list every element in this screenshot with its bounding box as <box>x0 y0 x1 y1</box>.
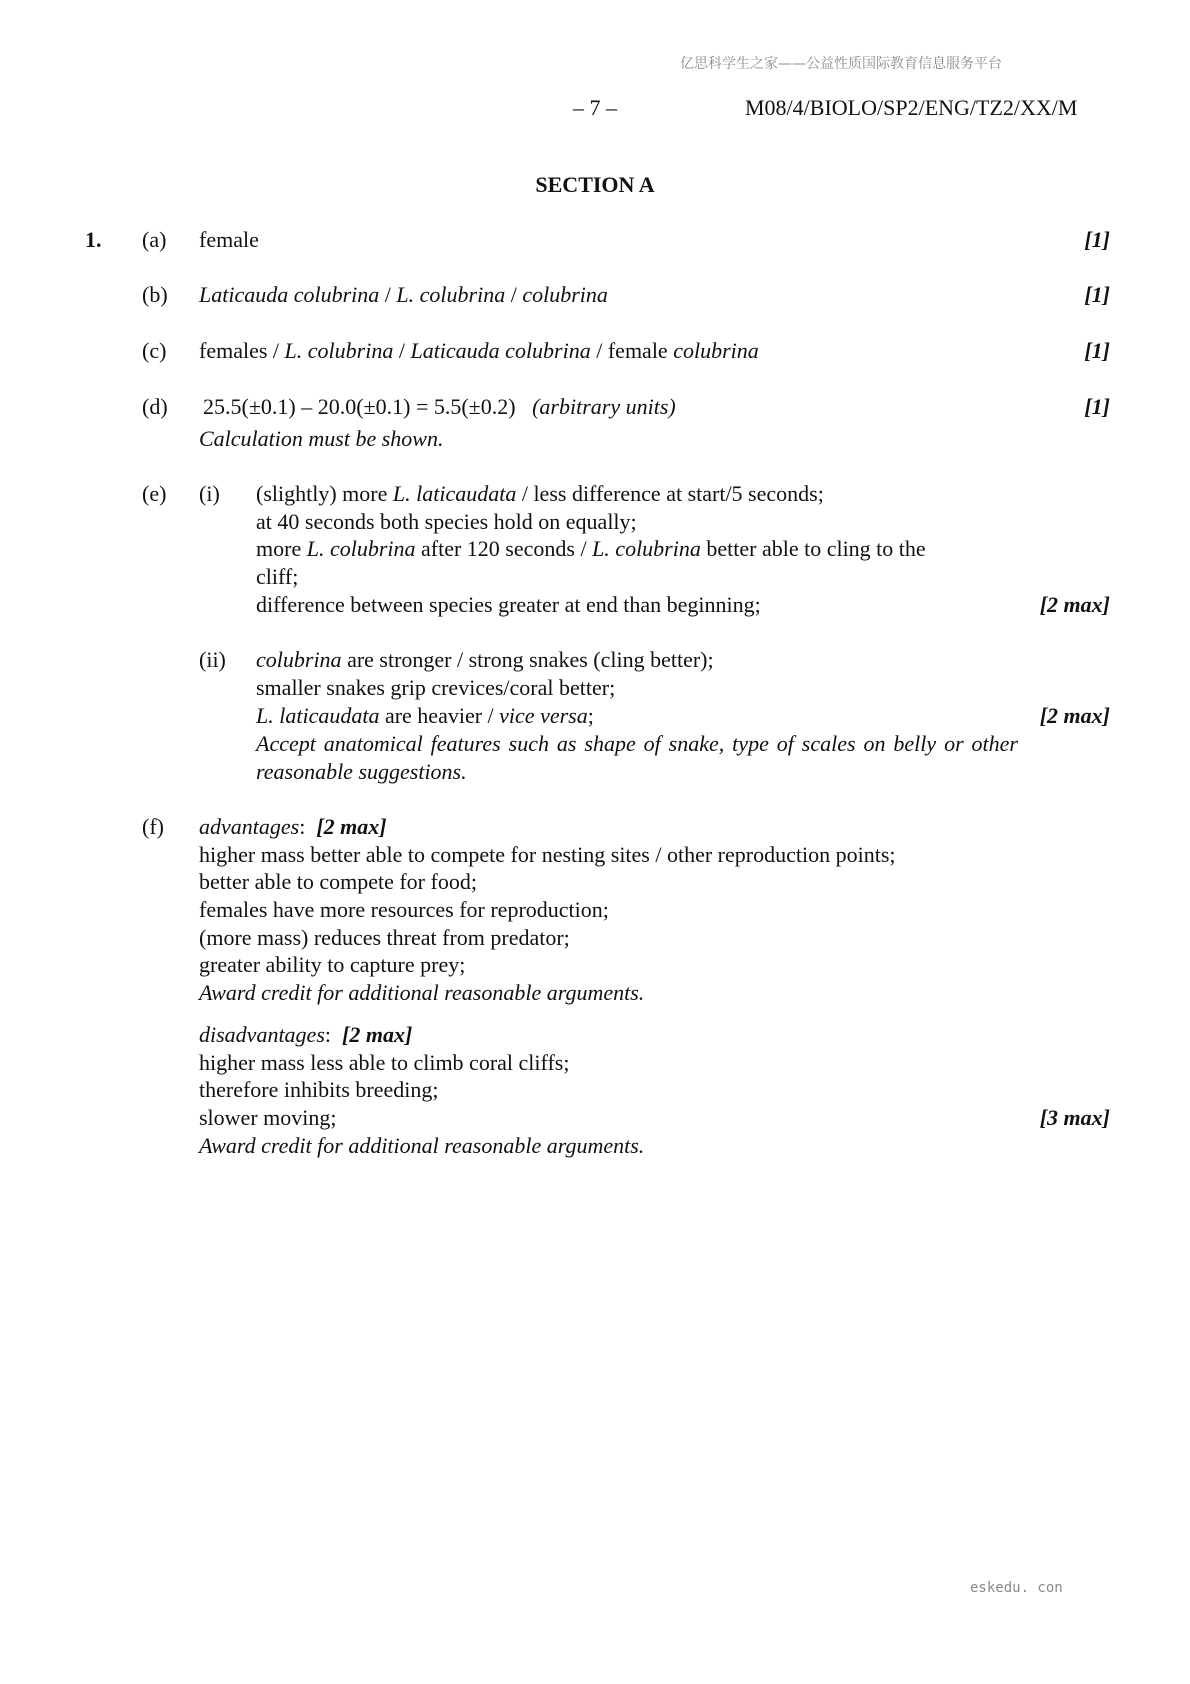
advantage-line: better able to compete for food; <box>199 869 477 894</box>
advantage-line: higher mass better able to compete for nesting sites / other reproduction points; <box>199 842 896 867</box>
disadvantage-line: therefore inhibits breeding; <box>199 1077 439 1102</box>
advantage-line: greater ability to capture prey; <box>199 952 466 977</box>
advantage-line: females have more resources for reproduction; <box>199 897 609 922</box>
part-d-equation: 25.5(±0.1) – 20.0(±0.1) = 5.5(±0.2) (arbitrary units) <box>203 394 676 419</box>
part-e-i-line-1: (slightly) more L. laticaudata / less difference at start/5 seconds; <box>256 481 824 506</box>
part-f-marks: [3 max] <box>1039 1105 1110 1130</box>
part-e-ii-note: Accept anatomical features such as shape of snake, type of scales on belly or other reasonable suggestions. <box>256 731 1018 784</box>
part-e-i-label: (i) <box>199 481 220 506</box>
advantages-heading: advantages: [2 max] <box>199 814 387 839</box>
part-b-answer: Laticauda colubrina / L. colubrina / colubrina <box>199 282 608 307</box>
part-f-label: (f) <box>142 814 164 839</box>
part-e-i-line-5: difference between species greater at end than beginning; <box>256 592 761 617</box>
advantages-note: Award credit for additional reasonable arguments. <box>199 980 645 1005</box>
part-e-ii-line-1: colubrina are stronger / strong snakes (cling better); <box>256 647 714 672</box>
part-a-answer: female <box>199 227 259 252</box>
part-c-answer: females / L. colubrina / Laticauda colubrina / female colubrina <box>199 338 759 363</box>
part-e-ii-marks: [2 max] <box>1039 703 1110 728</box>
section-title: SECTION A <box>535 172 655 197</box>
disadvantage-line: slower moving; <box>199 1105 337 1130</box>
disadvantages-heading: disadvantages: [2 max] <box>199 1022 413 1047</box>
part-a-label: (a) <box>142 227 167 252</box>
part-e-i-marks: [2 max] <box>1039 592 1110 617</box>
part-e-ii-line-2: smaller snakes grip crevices/coral better; <box>256 675 616 700</box>
part-d-note: Calculation must be shown. <box>199 426 444 451</box>
part-e-i-line-2: at 40 seconds both species hold on equally; <box>256 509 637 534</box>
part-b-marks: [1] <box>1084 282 1110 307</box>
part-e-label: (e) <box>142 481 167 506</box>
part-e-ii-line-3: L. laticaudata are heavier / vice versa; <box>256 703 594 728</box>
part-e-i-line-3: more L. colubrina after 120 seconds / L. colubrina better able to cling to the <box>256 536 926 561</box>
part-c-marks: [1] <box>1084 338 1110 363</box>
part-e-i-line-4: cliff; <box>256 564 299 589</box>
part-b-label: (b) <box>142 282 168 307</box>
part-a-marks: [1] <box>1084 227 1110 252</box>
part-d-label: (d) <box>142 394 168 419</box>
part-d-marks: [1] <box>1084 394 1110 419</box>
footer-text: eskedu. con <box>970 1580 1063 1596</box>
part-c-label: (c) <box>142 338 167 363</box>
document-code: M08/4/BIOLO/SP2/ENG/TZ2/XX/M <box>745 95 1078 120</box>
disadvantages-note: Award credit for additional reasonable arguments. <box>199 1133 645 1158</box>
part-e-ii-label: (ii) <box>199 647 226 672</box>
disadvantage-line: higher mass less able to climb coral cliffs; <box>199 1050 570 1075</box>
advantage-line: (more mass) reduces threat from predator; <box>199 925 570 950</box>
question-number: 1. <box>85 227 102 252</box>
page-number: – 7 – <box>573 95 617 120</box>
watermark-text: 亿思科学生之家——公益性质国际教育信息服务平台 <box>680 56 1002 72</box>
